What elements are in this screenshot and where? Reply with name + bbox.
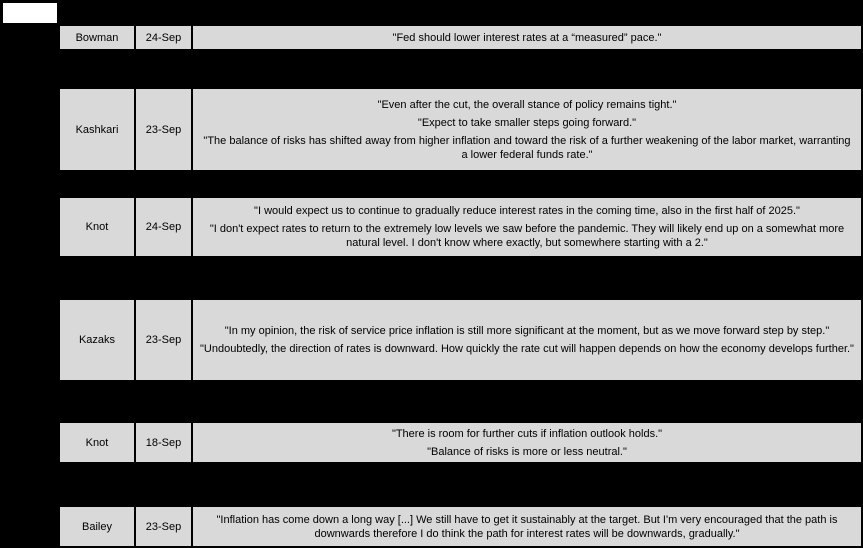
quote-line: "Fed should lower interest rates at a “measured” pace.": [392, 31, 662, 44]
speaker-cell: Kazaks: [60, 300, 134, 380]
quote-cell: [193, 89, 861, 170]
quote-cell: [193, 423, 861, 462]
quote-line: "Undoubtedly, the direction of rates is downward. How quickly the rate cut will happen depends on how the economy develops further.": [200, 343, 854, 355]
speaker-cell: Knot: [60, 198, 134, 256]
table-row: [58, 87, 863, 172]
table-row: [58, 421, 863, 464]
quote-line: "I don't expect rates to return to the extremely low levels we saw before the pandemic. They will likely end up on a somewhat more natural level. I don't know where exactly, but somewhere starting with a 2.": [209, 223, 845, 249]
date-cell: 23-Sep: [136, 89, 191, 170]
date-cell: 18-Sep: [136, 423, 191, 462]
speaker-cell: Kashkari: [60, 89, 134, 170]
corner-blank-box: [3, 3, 57, 23]
date-cell: 23-Sep: [136, 507, 191, 546]
central-bank-quotes-table: [58, 0, 863, 548]
quote-line: "There is room for further cuts if inflation outlook holds.": [391, 427, 663, 440]
date-cell: 24-Sep: [136, 198, 191, 256]
quote-cell: [193, 26, 861, 49]
quote-line: "Even after the cut, the overall stance of policy remains tight.": [377, 98, 677, 111]
table-row: [58, 196, 863, 258]
table-row: [58, 24, 863, 51]
quote-cell: [193, 300, 861, 380]
table-row: [58, 298, 863, 382]
quote-line: "In my opinion, the risk of service price inflation is still more significant at the moment, but as we move forward step by step.": [224, 325, 830, 337]
quote-cell: [193, 198, 861, 256]
table-row: [58, 505, 863, 548]
quote-line: "Balance of risks is more or less neutral.": [427, 445, 627, 458]
quote-cell: [193, 507, 861, 546]
quote-line: "The balance of risks has shifted away from higher inflation and toward the risk of a further weakening of the labor market, warranting a lower federal funds rate.": [203, 134, 851, 161]
speaker-cell: Bowman: [60, 26, 134, 49]
date-cell: 23-Sep: [136, 300, 191, 380]
quote-line: "I would expect us to continue to gradually reduce interest rates in the coming time, also in the first half of 2025.": [254, 205, 800, 217]
quote-line: "Inflation has come down a long way [...] We still have to get it sustainably at the target. But I'm very encouraged that the path is downwards therefore I do think the path for interest rates will be downwards, gradually.": [216, 513, 838, 540]
date-cell: 24-Sep: [136, 26, 191, 49]
speaker-cell: Knot: [60, 423, 134, 462]
speaker-cell: Bailey: [60, 507, 134, 546]
quote-line: "Expect to take smaller steps going forward.": [417, 116, 637, 129]
